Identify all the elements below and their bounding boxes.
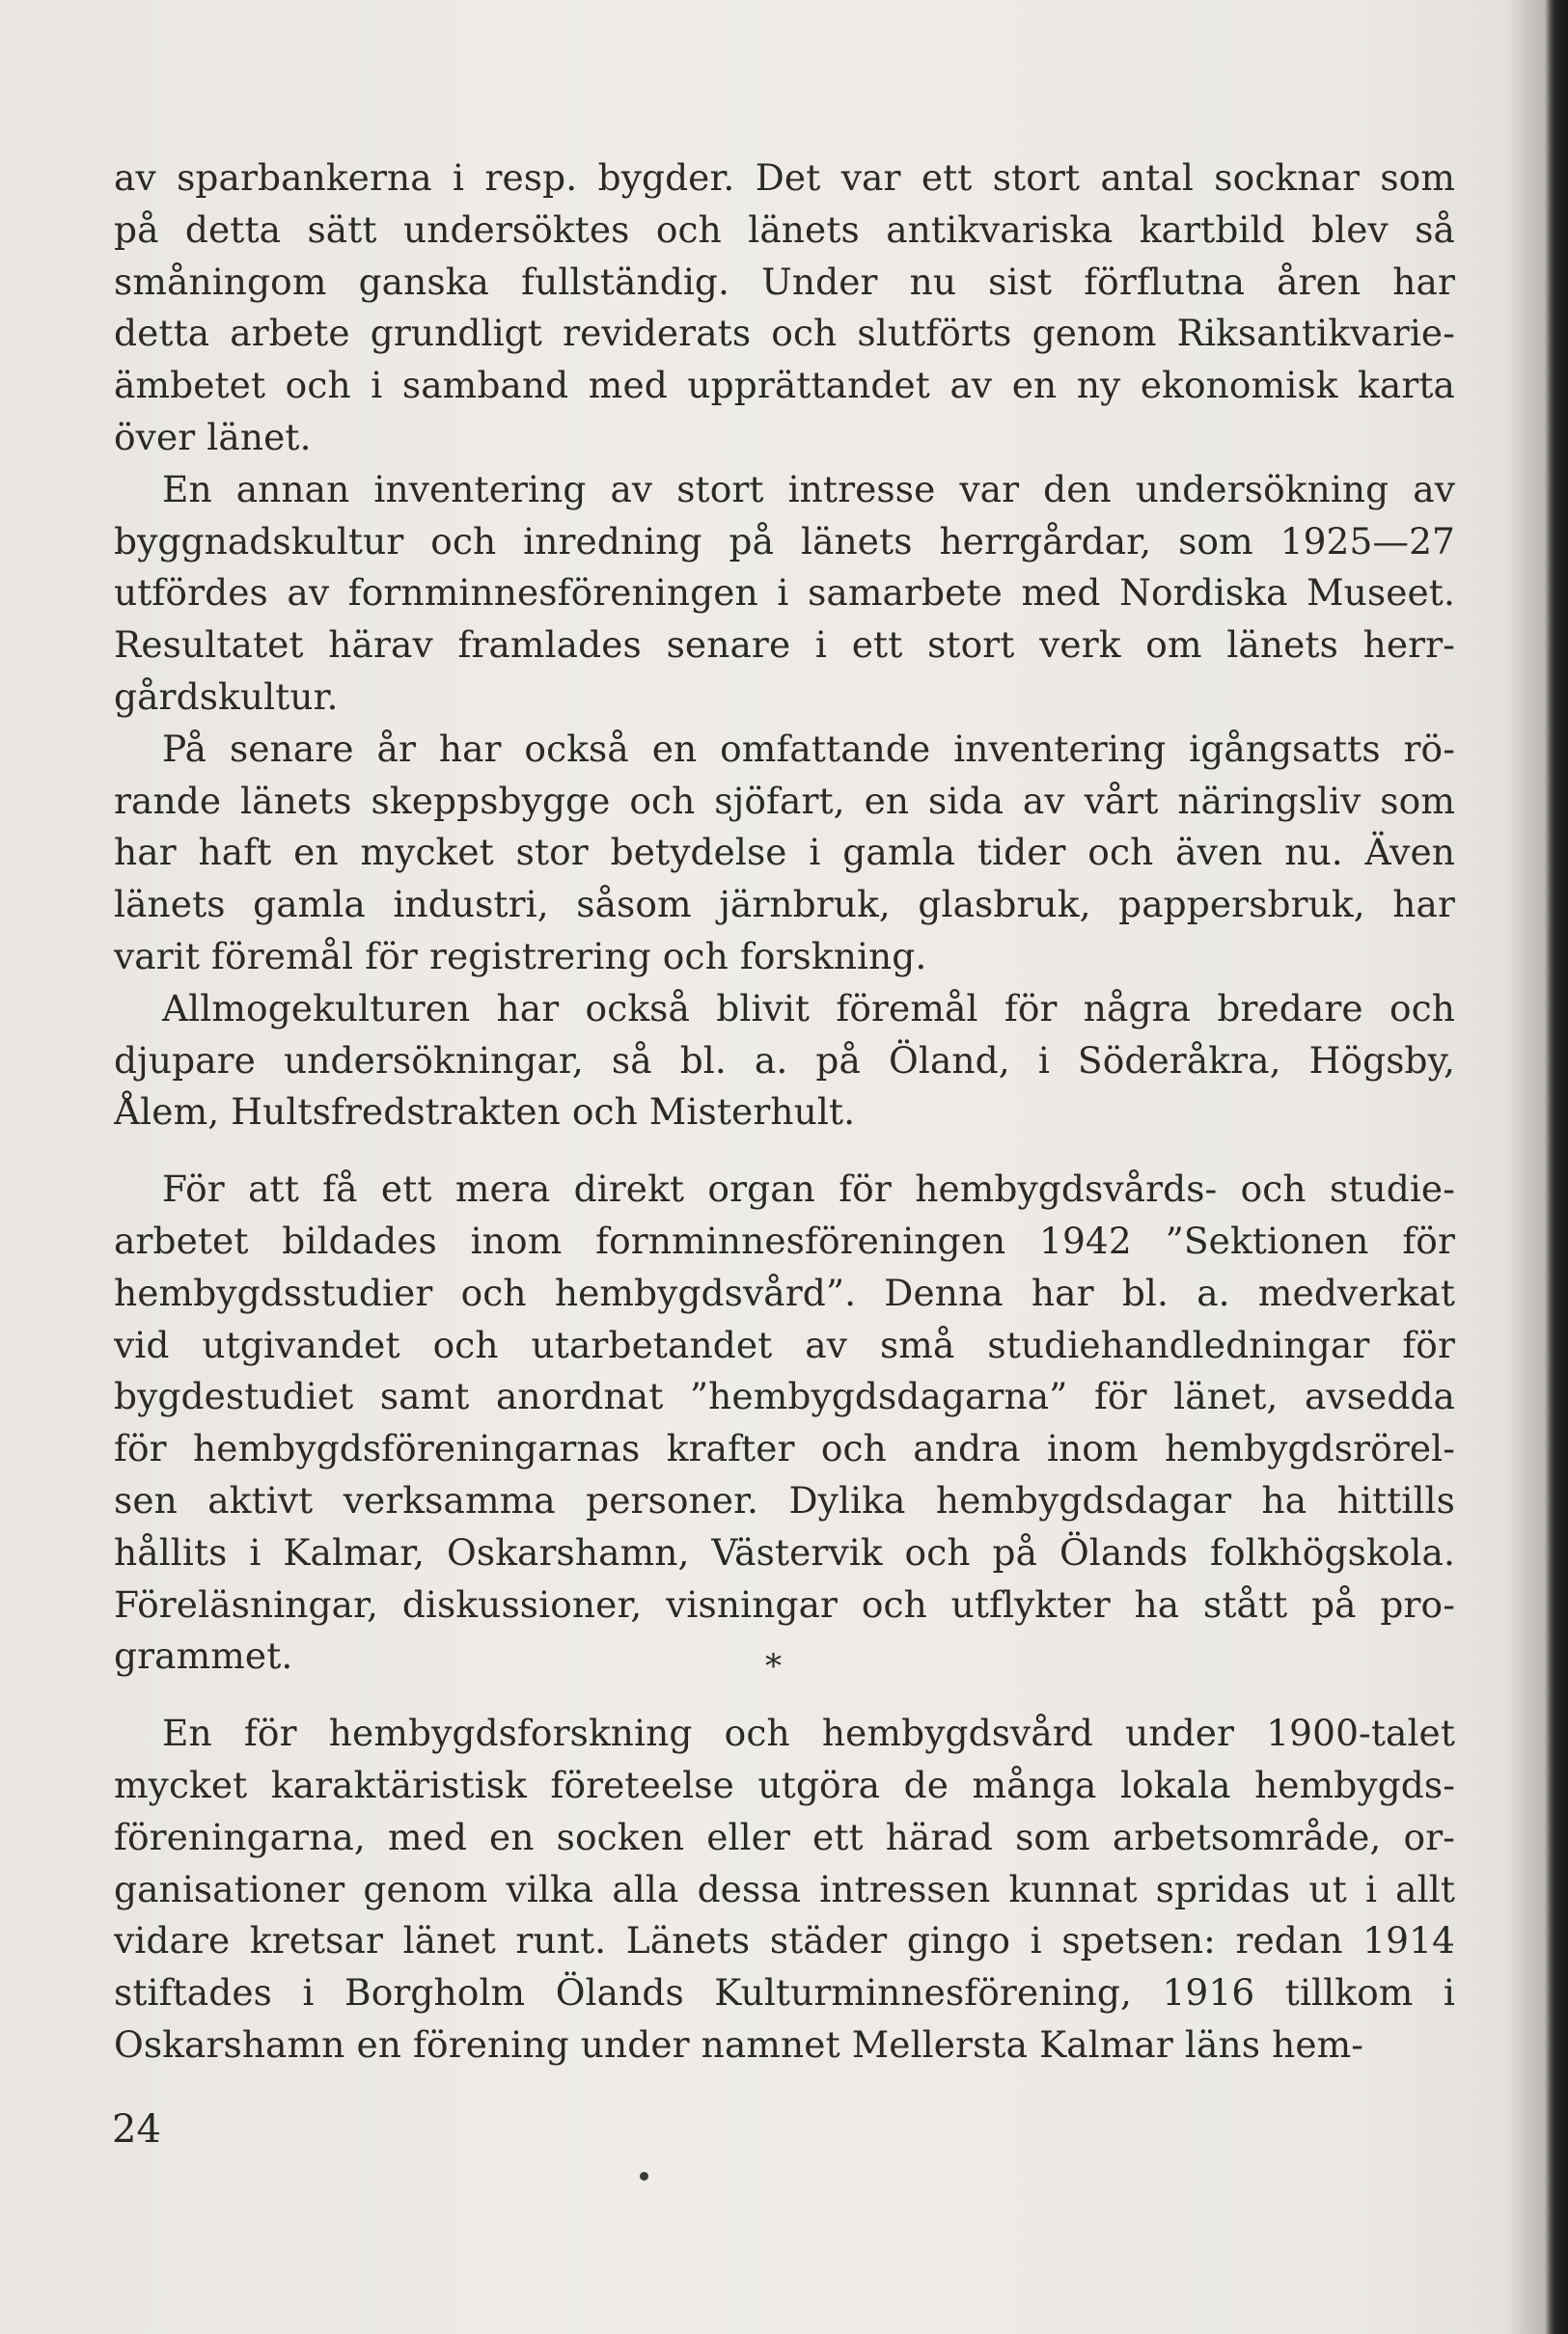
paragraph-gap: [114, 1139, 1455, 1164]
text-line: på detta sätt undersöktes och länets antikvariska kartbild blev så: [114, 207, 1455, 251]
text-line: Ålem, Hultsfredstrakten och Misterhult.: [114, 1090, 856, 1134]
text-line: för hembygdsföreningarnas krafter och andra inom hembygdsrörel-: [114, 1427, 1455, 1470]
paragraph: [114, 1708, 1455, 2072]
text-line: En för hembygdsforskning och hembygdsvård under 1900-talet: [162, 1712, 1455, 1755]
text-line: utfördes av fornminnesföreningen i samarbete med Nordiska Museet.: [114, 571, 1455, 615]
text-line: byggnadskultur och inredning på länets herrgårdar, som 1925—27: [114, 519, 1455, 563]
text-line: Föreläsningar, diskussioner, visningar och utflykter ha stått på pro-: [114, 1582, 1455, 1626]
text-line: djupare undersökningar, så bl. a. på Öland, i Söderåkra, Högsby,: [114, 1038, 1455, 1082]
text-line: ganisationer genom vilka alla dessa intressen kunnat spridas ut i allt: [114, 1867, 1455, 1910]
text-line: vidare kretsar länet runt. Länets städer gingo i spetsen: redan 1914: [114, 1919, 1455, 1963]
section-divider-asterisk: *: [765, 1647, 782, 1686]
paragraph: [114, 464, 1455, 724]
text-line: hembygdsstudier och hembygdsvård”. Denna har bl. a. medverkat: [114, 1271, 1455, 1314]
text-line: vid utgivandet och utarbetandet av små studiehandledningar för: [114, 1323, 1455, 1366]
text-line: För att få ett mera direkt organ för hembygdsvårds- och studie-: [162, 1167, 1455, 1211]
paragraph: [114, 724, 1455, 983]
paragraph: [114, 983, 1455, 1139]
text-line: detta arbete grundligt reviderats och slutförts genom Riksantikvarie-: [114, 312, 1455, 355]
text-line: över länet.: [114, 415, 312, 458]
text-line: småningom ganska fullständig. Under nu sist förflutna åren har: [114, 260, 1455, 303]
text-line: På senare år har också en omfattande inventering igångsatts rö-: [162, 727, 1455, 770]
print-speck: [640, 2172, 648, 2181]
text-line: rande länets skeppsbygge och sjöfart, en sida av vårt näringsliv som: [114, 779, 1455, 822]
text-line: hållits i Kalmar, Oskarshamn, Västervik och på Ölands folkhögskola.: [114, 1530, 1455, 1574]
text-line: Allmogekulturen har också blivit föremål för några bredare och: [162, 986, 1455, 1030]
paragraph: [114, 1164, 1455, 1683]
page-number: 24: [112, 2107, 161, 2152]
text-line: ämbetet och i samband med upprättandet av en ny ekonomisk karta: [114, 364, 1455, 407]
text-line: bygdestudiet samt anordnat ”hembygdsdagarna” för länet, avsedda: [114, 1375, 1455, 1418]
text-line: gårdskultur.: [114, 674, 339, 718]
text-line: länets gamla industri, såsom järnbruk, glasbruk, pappersbruk, har: [114, 883, 1455, 926]
body-text: [114, 152, 1455, 2072]
text-line: mycket karaktäristisk företeelse utgöra de många lokala hembygds-: [114, 1763, 1455, 1806]
text-line: har haft en mycket stor betydelse i gamla tider och även nu. Även: [114, 831, 1455, 874]
text-line: grammet.: [114, 1634, 293, 1678]
paragraph: [114, 152, 1455, 464]
book-spine-shadow: [1547, 0, 1568, 2334]
text-line: varit föremål för registrering och forskning.: [114, 934, 927, 977]
text-line: föreningarna, med en socken eller ett härad som arbetsområde, or-: [114, 1815, 1455, 1858]
text-line: Resultatet härav framlades senare i ett stort verk om länets herr-: [114, 623, 1455, 667]
text-line: Oskarshamn en förening under namnet Mellersta Kalmar läns hem-: [114, 2022, 1364, 2066]
text-line: En annan inventering av stort intresse var den undersökning av: [162, 467, 1455, 510]
text-line: sen aktivt verksamma personer. Dylika hembygdsdagar ha hittills: [114, 1478, 1455, 1522]
paragraph-gap: [114, 1683, 1455, 1708]
text-line: arbetet bildades inom fornminnesföreningen 1942 ”Sektionen för: [114, 1219, 1455, 1262]
text-line: av sparbankerna i resp. bygder. Det var ett stort antal socknar som: [114, 156, 1455, 199]
text-line: stiftades i Borgholm Ölands Kulturminnesförening, 1916 tillkom i: [114, 1971, 1455, 2015]
